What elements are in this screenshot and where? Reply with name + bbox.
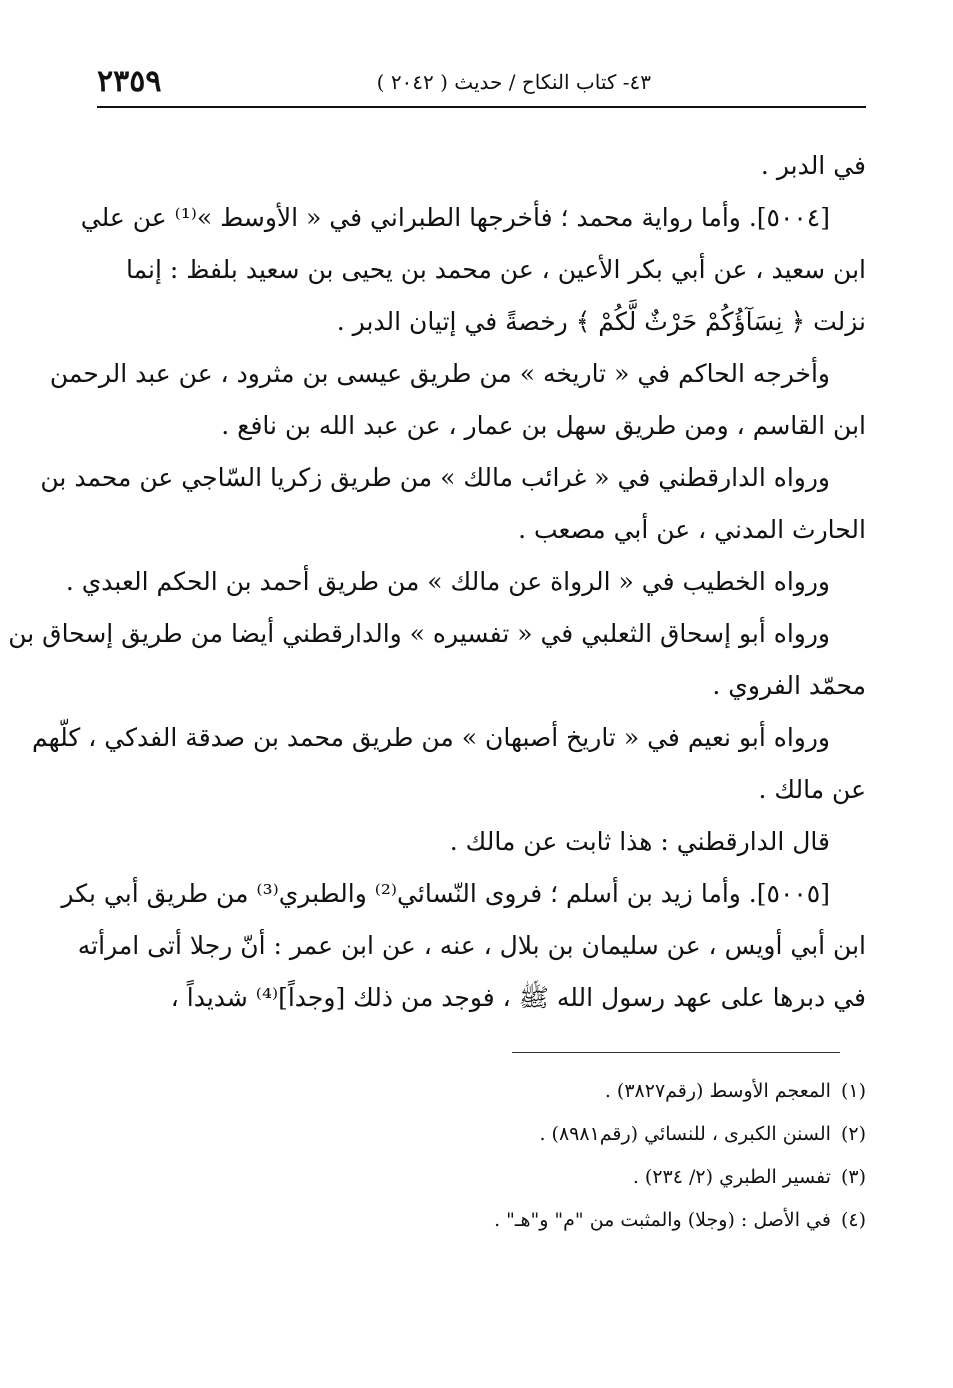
text-line: ابن أبي أويس ، عن سليمان بن بلال ، عنه ، عن ابن عمر : أنّ رجلا أتى امرأته [77, 931, 866, 960]
text-line: في دبرها على عهد رسول الله ﷺ ، فوجد من ذلك [وجداً]⁽⁴⁾ شديداً ، [170, 983, 866, 1012]
footnote [300, 1113, 866, 1156]
footnote-number: (٣) [840, 1166, 866, 1188]
text-line: قال الدارقطني : هذا ثابت عن مالك . [449, 827, 830, 856]
text-line: ورواه الخطيب في « الرواة عن مالك » من طريق أحمد بن الحكم العبدي . [65, 567, 830, 596]
text-line: في الدبر . [760, 151, 866, 180]
footnote-number: (١) [840, 1080, 866, 1102]
text-line: الحارث المدني ، عن أبي مصعب . [518, 515, 866, 544]
footnote [300, 1199, 866, 1242]
text-line: محمّد الفروي . [712, 671, 866, 700]
running-title: ٤٣- كتاب النكاح / حديث ( ٢٠٤٢ ) [376, 70, 651, 94]
footnote-text: السنن الكبرى ، للنسائي (رقم٨٩٨١) . [539, 1123, 831, 1145]
body-text [8, 140, 866, 1024]
footnote-text: تفسير الطبري (٢/ ٢٣٤) . [632, 1166, 831, 1188]
text-line: ورواه أبو إسحاق الثعلبي في « تفسيره » والدارقطني أيضا من طريق إسحاق بن [8, 619, 830, 648]
footnote-separator [512, 1052, 840, 1053]
footnote-text: في الأصل : (وجلا) والمثبت من "م" و"هـ" . [494, 1209, 831, 1231]
footnote-text: المعجم الأوسط (رقم٣٨٢٧) . [604, 1080, 831, 1102]
text-line: ابن سعيد ، عن أبي بكر الأعين ، عن محمد بن يحيى بن سعيد بلفظ : إنما [125, 255, 866, 284]
footnote [300, 1156, 866, 1199]
text-line: ابن القاسم ، ومن طريق سهل بن عمار ، عن عبد الله بن نافع . [221, 411, 866, 440]
text-line: وأخرجه الحاكم في « تاريخه » من طريق عيسى بن مثرود ، عن عبد الرحمن [49, 359, 830, 388]
footnote [300, 1070, 866, 1113]
footnotes [300, 1070, 866, 1242]
text-line: نزلت ﴿ نِسَآؤُكُمْ حَرْثٌ لَّكُمْ ﴾ رخصةً في إتيان الدبر . [336, 307, 866, 336]
text-line: عن مالك . [758, 775, 866, 804]
page-number: ٢٣٥٩ [97, 64, 162, 99]
footnote-number: (٢) [840, 1123, 866, 1145]
text-line: [٥٠٠٥]. وأما زيد بن أسلم ؛ فروى النّسائي⁽²⁾ والطبري⁽³⁾ من طريق أبي بكر [61, 879, 830, 908]
footnote-number: (٤) [840, 1209, 866, 1231]
text-line: ورواه الدارقطني في « غرائب مالك » من طريق زكريا السّاجي عن محمد بن [40, 463, 830, 492]
text-line: [٥٠٠٤]. وأما رواية محمد ؛ فأخرجها الطبراني في « الأوسط »⁽¹⁾ عن علي [80, 203, 830, 232]
text-line: ورواه أبو نعيم في « تاريخ أصبهان » من طريق محمد بن صدقة الفدكي ، كلّهم [31, 723, 830, 752]
page-header [97, 62, 866, 102]
header-rule [97, 106, 866, 108]
